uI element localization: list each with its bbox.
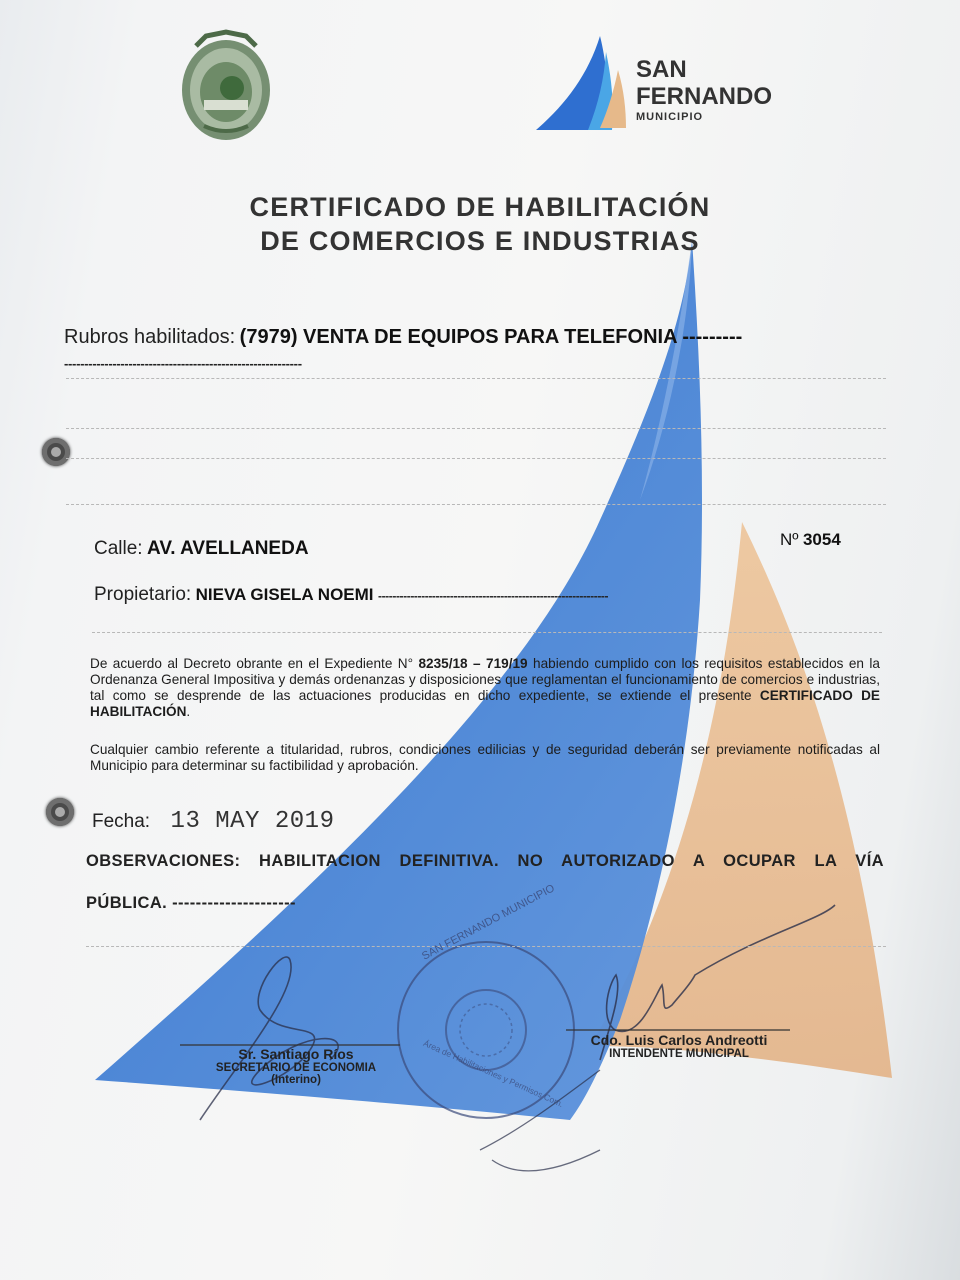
numero-value: 3054 (802, 530, 841, 549)
paragraph1-text-a: De acuerdo al Decreto obrante en el Expediente N° (90, 656, 414, 671)
fecha-label: Fecha: (92, 811, 151, 832)
blank-line (66, 428, 886, 429)
punch-hole-bottom (46, 798, 74, 826)
propietario-label: Propietario: (94, 584, 192, 605)
fecha-field (92, 808, 334, 835)
blank-line (66, 504, 886, 505)
blank-line (66, 378, 886, 379)
rubros-label: Rubros habilitados: (64, 326, 236, 348)
punch-hole-top (42, 438, 70, 466)
title-line1: CERTIFICADO DE HABILITACIÓN (249, 192, 711, 222)
propietario-dashes: ---------------------------------------------------------------- (377, 589, 609, 603)
calle-value: AV. AVELLANEDA (147, 538, 309, 559)
blank-line (92, 632, 882, 633)
propietario-field (94, 584, 608, 606)
legal-paragraph-1 (90, 656, 880, 720)
brand-name-line3: MUNICIPIO (636, 111, 704, 123)
rubros-field (64, 326, 742, 349)
paragraph1-end: . (186, 704, 191, 719)
numero-field (780, 530, 841, 550)
calle-field (94, 538, 309, 560)
brand-name-line2: FERNANDO (636, 83, 772, 110)
brand-logo-text (636, 56, 772, 123)
brand-name-line1: SAN (636, 56, 687, 83)
fecha-stamp: 13 MAY 2019 (170, 808, 335, 835)
propietario-value: NIEVA GISELA NOEMI (195, 585, 374, 604)
title-line2: DE COMERCIOS E INDUSTRIAS (260, 226, 700, 256)
san-fernando-logo-icon (536, 36, 626, 130)
expediente-number: 8235/18 – 719/19 (418, 656, 528, 671)
blank-line (66, 458, 886, 459)
signer-right (566, 1032, 792, 1060)
blank-line (86, 946, 886, 947)
legal-paragraph-2: Cualquier cambio referente a titularidad, rubros, condiciones edilicias y de seguridad deberán ser previamente notificadas al Municipio para determinar su factibilidad y aprobación. (90, 742, 880, 773)
municipal-crest-icon (182, 32, 270, 140)
rubros-value: (7979) VENTA DE EQUIPOS PARA TELEFONIA --------- (239, 326, 743, 348)
signer-right-title: INTENDENTE MUNICIPAL (609, 1048, 749, 1060)
signer-left-note: (Interino) (271, 1074, 321, 1086)
certificate-title (0, 190, 960, 258)
signer-left-title: SECRETARIO DE ECONOMIA (215, 1062, 377, 1074)
observaciones-line2: PÚBLICA. --------------------- (86, 894, 296, 912)
paragraph1-text-b: habiendo cumplido con los requisitos establecidos en la Ordenanza General Impositiva y demás ordenanzas y disposiciones que reglamentan el funcionamiento de comercios e industrias, tal como se desprende de las actuaciones producidas en dicho expediente, se extiende el presente (90, 656, 880, 703)
observaciones-line1: OBSERVACIONES: HABILITACION DEFINITIVA. NO AUTORIZADO A OCUPAR LA VÍA (86, 852, 884, 870)
signer-left (186, 1046, 406, 1086)
stamp-inner-text: Área de Habilitaciones y Permisos Com. (421, 1038, 565, 1110)
calle-label: Calle: (94, 538, 143, 559)
stamp-outer-text: SAN FERNANDO MUNICIPIO (420, 882, 557, 963)
signer-right-name: Cdo. Luis Carlos Andreotti (590, 1032, 768, 1048)
numero-label: Nº (780, 530, 799, 549)
rubros-continuation: ----------------------------------------------------------- (64, 356, 302, 371)
signer-left-name: Sr. Santiago Ríos (238, 1046, 354, 1062)
paragraph1-emphasis: CERTIFICADO DE HABILITACIÓN (90, 688, 880, 719)
